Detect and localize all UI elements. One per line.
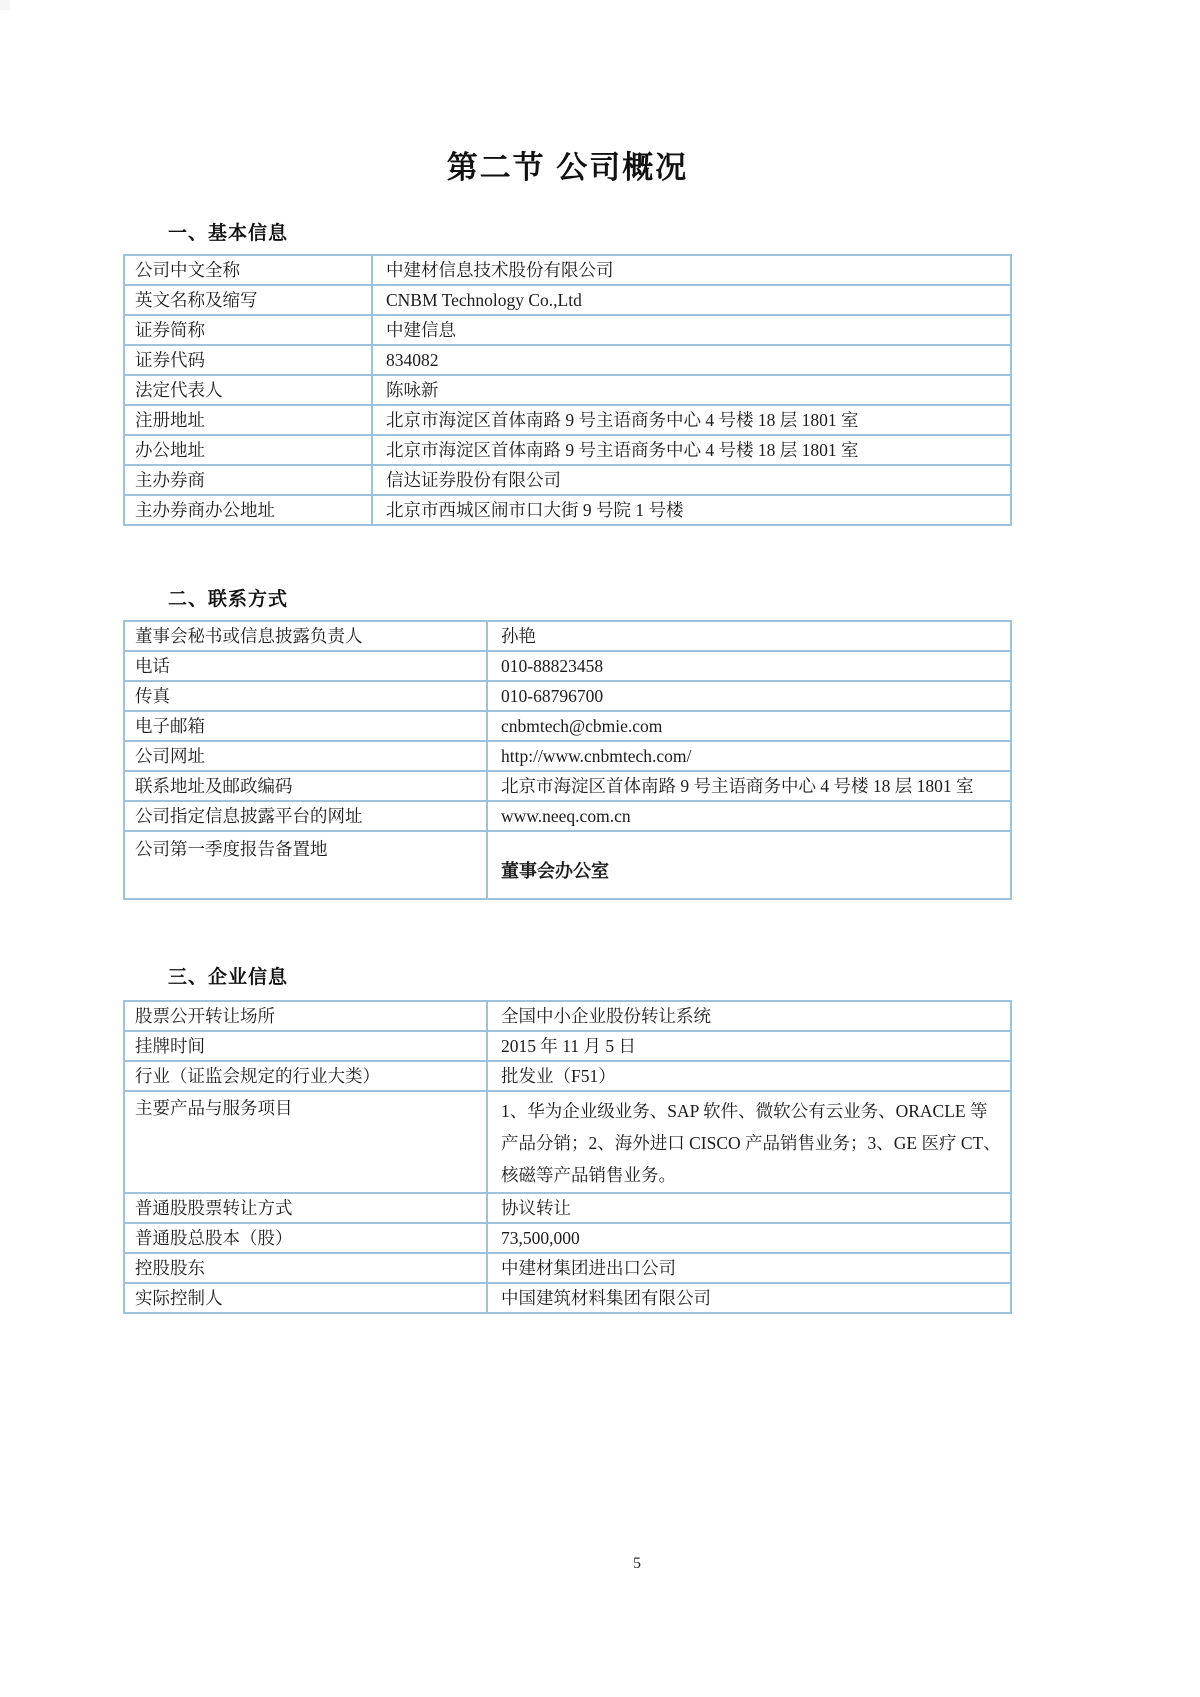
table-row — [125, 772, 1010, 802]
row-value: 中建材集团进出口公司 — [501, 1258, 676, 1278]
section-heading-contact-info: 二、联系方式 — [168, 589, 289, 610]
row-value: 董事会办公室 — [501, 861, 609, 881]
table-row — [125, 436, 1010, 466]
row-label: 股票公开转让场所 — [125, 1002, 488, 1030]
section-heading-enterprise-info: 三、企业信息 — [168, 967, 289, 988]
row-value: 73,500,000 — [501, 1228, 580, 1248]
row-label: 公司中文全称 — [125, 256, 373, 284]
row-label: 董事会秘书或信息披露负责人 — [125, 622, 488, 650]
table-row — [125, 712, 1010, 742]
row-value: 批发业（F51） — [501, 1066, 616, 1086]
table-row — [125, 802, 1010, 832]
table-row — [125, 742, 1010, 772]
contact-info-table — [123, 620, 1012, 900]
page-number: 5 — [633, 1555, 641, 1572]
table-row — [125, 1194, 1010, 1224]
row-value: 信达证券股份有限公司 — [386, 470, 561, 490]
table-row — [125, 286, 1010, 316]
row-label: 控股股东 — [125, 1254, 488, 1282]
row-label: 英文名称及缩写 — [125, 286, 373, 314]
table-row — [125, 622, 1010, 652]
row-label: 主办券商办公地址 — [125, 496, 373, 524]
row-value: 孙艳 — [501, 626, 536, 646]
table-row — [125, 832, 1010, 898]
row-label: 公司网址 — [125, 742, 488, 770]
row-value: 陈咏新 — [386, 380, 439, 400]
row-label: 证券代码 — [125, 346, 373, 374]
table-row — [125, 256, 1010, 286]
page-content — [123, 0, 1012, 1314]
row-value: CNBM Technology Co.,Ltd — [386, 290, 582, 310]
row-label: 公司第一季度报告备置地 — [125, 832, 488, 898]
scan-artifact — [0, 0, 10, 10]
page-title: 第二节 公司概况 — [446, 150, 689, 185]
row-label: 主办券商 — [125, 466, 373, 494]
row-value: 010-88823458 — [501, 656, 604, 676]
section-heading-basic-info: 一、基本信息 — [168, 223, 289, 244]
row-label: 公司指定信息披露平台的网址 — [125, 802, 488, 830]
row-label: 普通股股票转让方式 — [125, 1194, 488, 1222]
table-row — [125, 496, 1010, 524]
table-row — [125, 682, 1010, 712]
row-label: 主要产品与服务项目 — [125, 1092, 488, 1192]
row-value: 北京市海淀区首体南路 9 号主语商务中心 4 号楼 18 层 1801 室 — [386, 410, 859, 430]
row-label: 行业（证监会规定的行业大类） — [125, 1062, 488, 1090]
row-value: 北京市海淀区首体南路 9 号主语商务中心 4 号楼 18 层 1801 室 — [501, 776, 974, 796]
row-value: http://www.cnbmtech.com/ — [501, 746, 692, 766]
table-row — [125, 652, 1010, 682]
row-value: 010-68796700 — [501, 686, 604, 706]
row-label: 实际控制人 — [125, 1284, 488, 1312]
table-row — [125, 1224, 1010, 1254]
row-value: 协议转让 — [501, 1198, 571, 1218]
row-value: 1、华为企业级业务、SAP 软件、微软公有云业务、ORACLE 等产品分销；2、海外进口 CISCO 产品销售业务；3、GE 医疗 CT、核磁等产品销售业务。 — [501, 1101, 1001, 1185]
table-row — [125, 466, 1010, 496]
table-row — [125, 1254, 1010, 1284]
row-value: 834082 — [386, 350, 439, 370]
row-value: 中建材信息技术股份有限公司 — [386, 260, 614, 280]
row-label: 电子邮箱 — [125, 712, 488, 740]
table-row — [125, 316, 1010, 346]
table-row — [125, 376, 1010, 406]
table-row — [125, 346, 1010, 376]
row-value: 北京市海淀区首体南路 9 号主语商务中心 4 号楼 18 层 1801 室 — [386, 440, 859, 460]
table-row — [125, 1284, 1010, 1312]
row-label: 传真 — [125, 682, 488, 710]
row-value: 中建信息 — [386, 320, 456, 340]
row-value: 2015 年 11 月 5 日 — [501, 1036, 636, 1056]
row-label: 法定代表人 — [125, 376, 373, 404]
row-label: 注册地址 — [125, 406, 373, 434]
table-row — [125, 1002, 1010, 1032]
row-label: 联系地址及邮政编码 — [125, 772, 488, 800]
enterprise-info-table — [123, 1000, 1012, 1314]
table-row — [125, 406, 1010, 436]
table-row — [125, 1062, 1010, 1092]
basic-info-table — [123, 254, 1012, 526]
row-value: cnbmtech@cbmie.com — [501, 716, 663, 736]
row-label: 办公地址 — [125, 436, 373, 464]
table-row — [125, 1092, 1010, 1194]
row-value: 全国中小企业股份转让系统 — [501, 1006, 711, 1026]
row-label: 电话 — [125, 652, 488, 680]
row-label: 证券简称 — [125, 316, 373, 344]
row-value: www.neeq.com.cn — [501, 806, 631, 826]
table-row — [125, 1032, 1010, 1062]
row-label: 普通股总股本（股） — [125, 1224, 488, 1252]
row-value: 中国建筑材料集团有限公司 — [501, 1288, 711, 1308]
row-value: 北京市西城区闹市口大街 9 号院 1 号楼 — [386, 500, 684, 520]
row-label: 挂牌时间 — [125, 1032, 488, 1060]
